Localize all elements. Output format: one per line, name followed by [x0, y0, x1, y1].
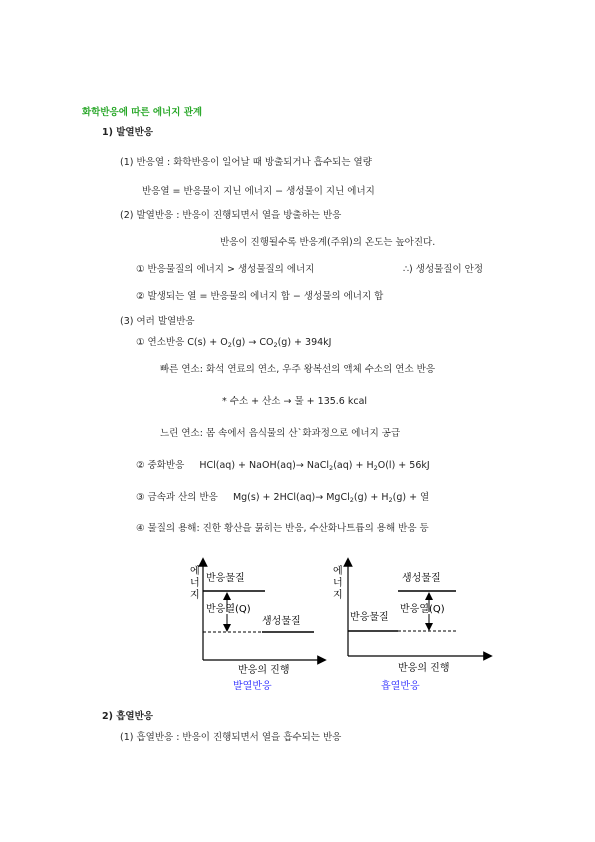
hydrogen-equation: * 수소 + 산소 → 물 + 135.6 kcal [222, 396, 368, 407]
item1-formula: 반응열 = 반응물이 지닌 에너지 − 생성물이 지닌 에너지 [142, 186, 375, 197]
right-y-label-2: 너 [333, 578, 343, 589]
left-product-label: 생성물질 [262, 616, 301, 627]
item2-definition: (2) 발열반응 : 반응이 진행되면서 열을 방출하는 반응 [120, 210, 342, 221]
slow-combustion: 느린 연소: 몸 속에서 음식물의 산`화과정으로 에너지 공급 [160, 428, 401, 439]
right-heat-label: 반응열(Q) [400, 604, 445, 615]
left-y-label-1: 에 [190, 566, 200, 577]
neutralization-reaction: ② 중화반응 HCl(aq) + NaOH(aq)→ NaCl$_2$(aq) + $H_2O(l) + 56kJ$ [136, 460, 430, 472]
left-caption: 발열반응 [233, 681, 272, 692]
fast-combustion: 빠른 연소: 화석 연료의 연소, 우주 왕복선의 액체 수소의 연소 반응 [160, 364, 436, 375]
metal-acid-reaction: ③ 금속과 산의 반응 Mg(s) + 2HCl(aq)→ MgCl$_2$(g) + $H_2(g)$ + 열 [136, 492, 430, 504]
right-caption: 흡열반응 [381, 681, 420, 692]
item2-point1-conclusion: ∴) 생성물질이 안정 [403, 264, 484, 275]
page-title: 화학반응에 따른 에너지 관계 [82, 107, 203, 118]
section2-item1: (1) 흡열반응 : 반응이 진행되면서 열을 흡수되는 반응 [120, 732, 342, 743]
right-x-label: 반응의 진행 [398, 663, 450, 674]
left-y-label-3: 지 [190, 590, 200, 601]
item3-heading: (3) 여러 발열반응 [120, 316, 195, 327]
right-reactant-label: 반응물질 [350, 612, 389, 623]
combustion-reaction: ① 연소반응 $C(s) + O_2(g) \to CO_2(g) + 394kJ$ [136, 337, 332, 349]
left-y-label-2: 너 [190, 578, 200, 589]
right-y-label-1: 에 [333, 566, 343, 577]
right-product-label: 생성물질 [402, 573, 441, 584]
section2-heading: 2) 흡열반응 [102, 711, 153, 722]
item2-point2: ② 발생되는 열 = 반응물의 에너지 합 − 생성물의 에너지 합 [136, 291, 384, 302]
dissolution-reaction: ④ 물질의 용해: 진한 황산을 묽히는 반응, 수산화나트륨의 용해 반응 등 [136, 523, 429, 534]
item2-point1: ① 반응물질의 에너지 > 생성물질의 에너지 [136, 264, 315, 275]
endothermic-diagram [333, 562, 488, 692]
section1-heading: 1) 발열반응 [102, 127, 153, 138]
exothermic-diagram [190, 562, 322, 692]
item1-definition: (1) 반응열 : 화학반응이 일어날 때 방출되거나 흡수되는 열량 [120, 157, 372, 168]
item2-note: 반응이 진행될수록 반응계(주위)의 온도는 높아진다. [220, 237, 436, 248]
left-heat-label: 반응열(Q) [206, 604, 251, 615]
left-reactant-label: 반응물질 [206, 573, 245, 584]
right-y-label-3: 지 [333, 590, 343, 601]
left-x-label: 반응의 진행 [238, 665, 290, 676]
